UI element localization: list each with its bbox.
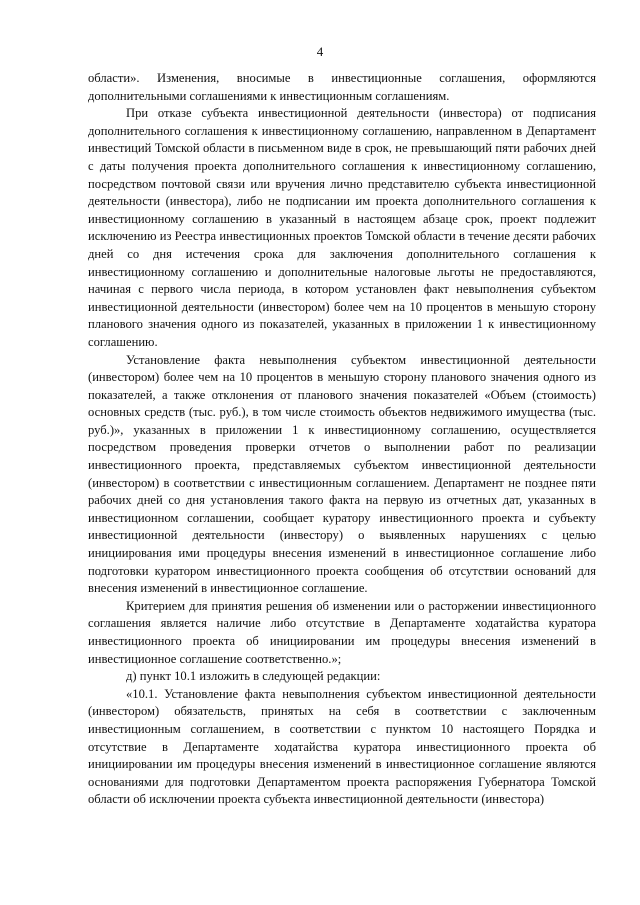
paragraph: «10.1. Установление факта невыполнения субъектом инвестиционной деятельности (инвестором) обязательств, принятых на себя в соответствии с заключенным инвестиционным соглашением, в соответствии с пунктом 10 настоящего Порядка и отсутствие в Департаменте ходатайства куратора инвестиционного проекта об инициировании им процедуры внесения изменений в инвестиционное соглашение являются основаниями для подготовки Департаментом проекта распоряжения Губернатора Томской области об исключении проекта субъекта инвестиционной деятельности (инвестора)	[88, 686, 596, 807]
paragraph: Установление факта невыполнения субъектом инвестиционной деятельности (инвестором) более чем на 10 процентов в меньшую сторону планового значения одного из показателей, а также отклонения от планового значения показателей «Объем (стоимость) основных средств (тыс. руб.), в том числе стоимость объектов недвижимого имущества (тыс. руб.)», указанных в приложении 1 к инвестиционному соглашению, осуществляется посредством проведения проверки отчетов о выполнении работ по реализации инвестиционного проекта, представляемых субъектом инвестиционной деятельности (инвестором) в соответствии с инвестиционным соглашением. Департамент не позднее пяти рабочих дней со дня установления такого факта на первую из отчетных дат, указанных в инвестиционном соглашении, сообщает куратору инвестиционного проекта и субъекту инвестиционной деятельности (инвестору) о выявленных нарушениях с целью инициирования ими процедуры внесения изменений в инвестиционное соглашение либо подготовки куратором инвестиционного проекта сообщения об отсутствии оснований для внесения изменений в инвестиционное соглашение.	[88, 352, 596, 596]
document-body	[88, 70, 596, 809]
paragraph: д) пункт 10.1 изложить в следующей редакции:	[126, 669, 381, 684]
paragraph: При отказе субъекта инвестиционной деятельности (инвестора) от подписания дополнительного соглашения к инвестиционному соглашению, направленном в Департамент инвестиций Томской области в письменном виде в срок, не превышающий пяти рабочих дней с даты получения проекта дополнительного соглашения к инвестиционному соглашению, посредством почтовой связи или вручения лично представителю субъекта инвестиционной деятельности (инвестора), либо не подписании им проекта дополнительного соглашения к инвестиционному соглашению в указанный в настоящем абзаце срок, проект подлежит исключению из Реестра инвестиционных проектов Томской области в течение десяти рабочих дней со дня истечения срока для заключения дополнительного соглашения к инвестиционному соглашению и дополнительные налоговые льготы не предоставляются, начиная с первого числа периода, в котором установлен факт невыполнения субъектом инвестиционной деятельности (инвестором) более чем на 10 процентов в меньшую сторону планового значения одного из показателей, указанных в приложении 1 к инвестиционному соглашению.	[88, 106, 596, 349]
page-number: 4	[316, 44, 324, 59]
paragraph: области». Изменения, вносимые в инвестиционные соглашения, оформляются дополнительными соглашениями к инвестиционным соглашениям.	[88, 71, 596, 103]
paragraph: Критерием для принятия решения об изменении или о расторжении инвестиционного соглашения является наличие либо отсутствие в Департаменте ходатайства куратора инвестиционного проекта об инициировании им процедуры внесения изменений в инвестиционное соглашение соответственно.»;	[88, 598, 596, 666]
